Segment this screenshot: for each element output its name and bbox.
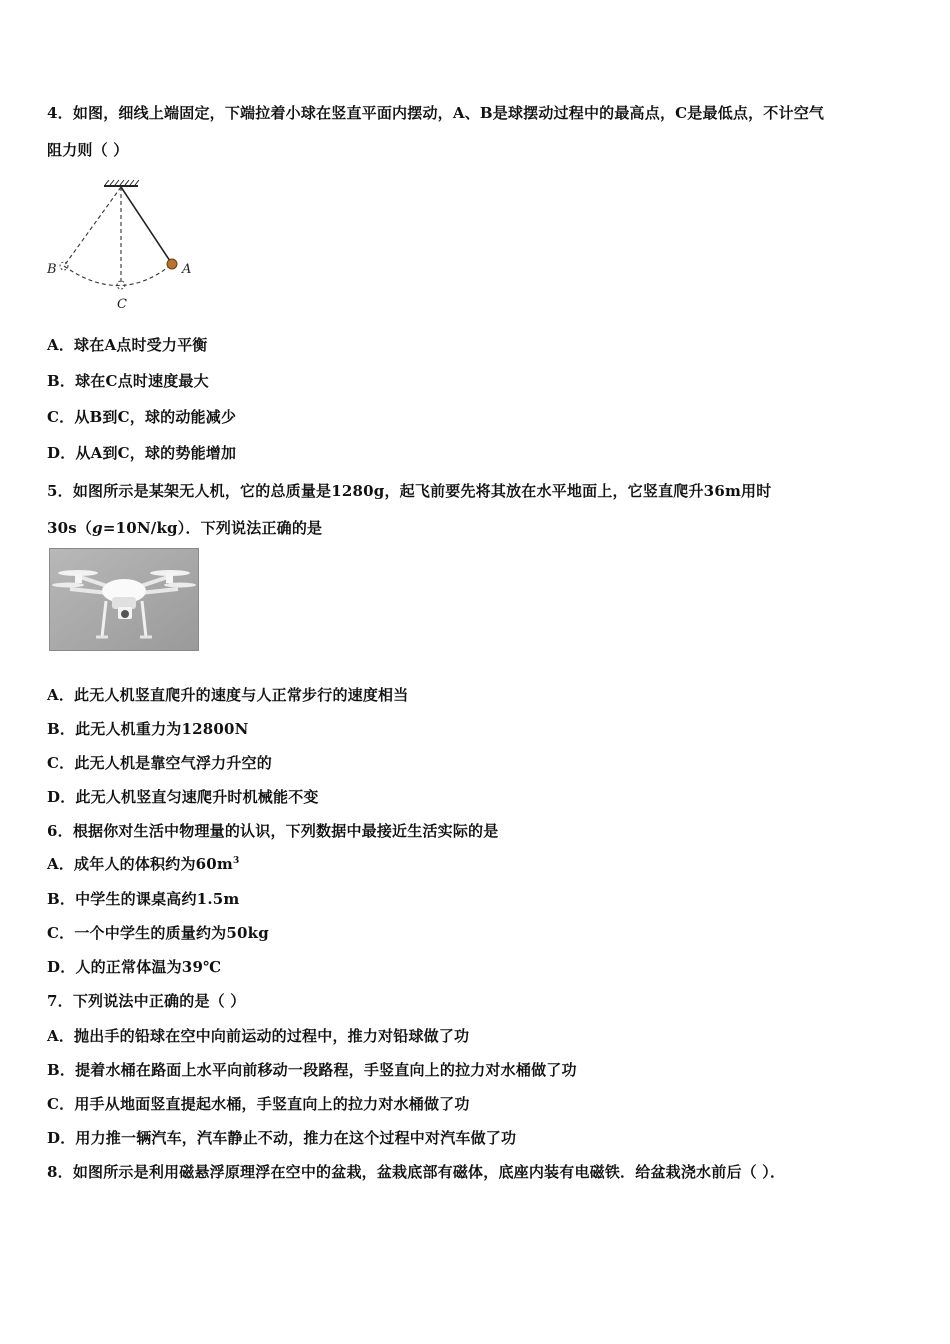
string-dashed-b — [64, 187, 121, 266]
drone-icon — [50, 549, 198, 650]
label-c: C — [117, 297, 127, 312]
q8-stem: 8．如图所示是利用磁悬浮原理浮在空中的盆栽，盆栽底部有磁体，底座内装有电磁铁．给盆栽浇水前后（ ）． — [47, 1163, 786, 1181]
q4-stem-line2: 阻力则（ ） — [47, 141, 129, 159]
q6-option-b: B．中学生的课桌高约1.5m — [47, 890, 240, 908]
q6-stem: 6．根据你对生活中物理量的认识，下列数据中最接近生活实际的是 — [47, 822, 499, 840]
q5-stem-line1: 5．如图所示是某架无人机，它的总质量是1280g，起飞前要先将其放在水平地面上，它竖直爬升36m用时 — [47, 482, 772, 500]
q5-option-c: C．此无人机是靠空气浮力升空的 — [47, 754, 272, 772]
q6-option-c: C．一个中学生的质量约为50kg — [47, 924, 269, 942]
q7-option-a: A．抛出手的铅球在空中向前运动的过程中，推力对铅球做了功 — [47, 1027, 470, 1045]
q6-option-d: D．人的正常体温为39℃ — [47, 958, 222, 976]
q4-option-d: D．从A到C，球的势能增加 — [47, 444, 237, 462]
q7-option-c: C．用手从地面竖直提起水桶，手竖直向上的拉力对水桶做了功 — [47, 1095, 470, 1113]
q4-option-b: B．球在C点时速度最大 — [47, 372, 209, 390]
swing-arc — [64, 264, 172, 286]
ball-a — [167, 259, 177, 269]
q7-option-b: B．提着水桶在路面上水平向前移动一段路程，手竖直向上的拉力对水桶做了功 — [47, 1061, 577, 1079]
string-solid — [121, 187, 172, 264]
q7-stem: 7．下列说法中正确的是（ ） — [47, 992, 246, 1010]
q4-stem-line1: 4．如图，细线上端固定，下端拉着小球在竖直平面内摆动，A、B是球摆动过程中的最高点，C是最低点，不计空气 — [47, 104, 825, 122]
label-b: B — [47, 262, 57, 277]
drone-photo — [49, 548, 199, 651]
q7-option-d: D．用力推一辆汽车，汽车静止不动，推力在这个过程中对汽车做了功 — [47, 1129, 517, 1147]
ceiling-hatch — [105, 180, 139, 185]
q4-option-a: A．球在A点时受力平衡 — [47, 336, 208, 354]
pendulum-figure — [44, 178, 204, 313]
q5-stem-line2: 30s（g=10N/kg）．下列说法正确的是 — [47, 519, 323, 537]
q6-option-a: A．成年人的体积约为$60m^3$ — [47, 855, 240, 873]
q4-option-c: C．从B到C，球的动能减少 — [47, 408, 237, 426]
q5-option-b: B．此无人机重力为12800N — [47, 720, 249, 738]
q5-option-d: D．此无人机竖直匀速爬升时机械能不变 — [47, 788, 319, 806]
g-symbol: g — [92, 519, 103, 537]
label-a: A — [182, 262, 192, 277]
q5-option-a: A．此无人机竖直爬升的速度与人正常步行的速度相当 — [47, 686, 409, 704]
